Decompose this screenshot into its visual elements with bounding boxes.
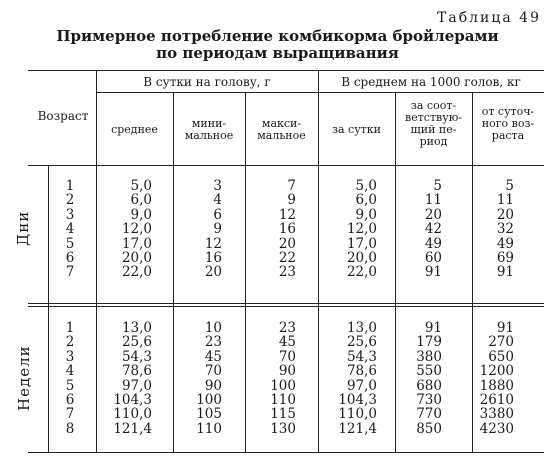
- table-cell: 3: [213, 178, 222, 194]
- table-cell: 20: [496, 206, 514, 223]
- row-number: 7: [65, 264, 75, 281]
- table-cell: 78,6: [121, 363, 152, 380]
- title-line-2: по периодам выращивания: [156, 44, 399, 62]
- table-cell: 6,0: [130, 192, 152, 209]
- vrule-stub: [48, 165, 49, 452]
- table-cell: 17,0: [121, 235, 152, 252]
- table-cell: 110,0: [113, 406, 152, 423]
- table-cell: 22,0: [346, 264, 377, 281]
- table-cell: 10: [204, 320, 222, 336]
- table-cell: 91: [424, 320, 442, 336]
- header-min: мини- мальное: [184, 117, 234, 142]
- table-cell: 9,0: [355, 206, 377, 223]
- table-cell: 70: [278, 348, 296, 365]
- table-cell: 121,4: [338, 420, 377, 437]
- table-cell: 91: [424, 264, 442, 281]
- table-cell: 22: [278, 250, 296, 266]
- header-per-1000: В среднем на 1000 голов, кг: [341, 75, 521, 89]
- table-cell: 23: [278, 264, 296, 281]
- table-cell: 9: [287, 192, 296, 209]
- row-number: 4: [65, 221, 75, 238]
- table-cell: 25,6: [121, 334, 152, 351]
- table-cell: 45: [278, 334, 296, 351]
- table-cell: 91: [496, 264, 514, 281]
- table-cell: 6: [213, 206, 222, 223]
- table-cell: 100: [270, 377, 296, 394]
- table-cell: 20: [278, 235, 296, 252]
- rule-group-separator: [28, 303, 544, 304]
- rule-subhead: [96, 92, 544, 93]
- header-since-day: от суточ- ного воз- раста: [481, 105, 535, 142]
- table-cell: 20,0: [121, 250, 152, 266]
- table-cell: 730: [416, 392, 442, 408]
- table-cell: 20: [204, 264, 222, 281]
- row-number: 2: [65, 334, 75, 351]
- rule-group-separator-2: [28, 306, 544, 307]
- table-cell: 97,0: [121, 377, 152, 394]
- header-per-head: В сутки на голову, г: [143, 75, 271, 89]
- table-cell: 104,3: [113, 392, 152, 408]
- table-cell: 12: [204, 235, 222, 252]
- table-cell: 680: [416, 377, 442, 394]
- table-cell: 4: [213, 192, 222, 209]
- table-cell: 380: [416, 348, 442, 365]
- table-cell: 11: [496, 192, 514, 209]
- table-cell: 850: [416, 420, 442, 437]
- table-cell: 130: [270, 420, 296, 437]
- table-cell: 550: [416, 363, 442, 380]
- table-cell: 110: [196, 420, 222, 437]
- row-number: 3: [65, 206, 75, 223]
- table-cell: 23: [204, 334, 222, 351]
- row-number: 6: [65, 250, 75, 266]
- row-number: 1: [65, 320, 75, 336]
- row-number: 1: [65, 178, 75, 194]
- group-label-weeks: Недели: [15, 345, 33, 411]
- table-cell: 104,3: [338, 392, 377, 408]
- header-age: Возраст: [37, 109, 89, 123]
- rule-top: [28, 70, 544, 71]
- table-cell: 5,0: [355, 178, 377, 194]
- table-title: [0, 28, 555, 62]
- table-cell: 1880: [479, 377, 514, 394]
- table-cell: 25,6: [346, 334, 377, 351]
- table-cell: 770: [416, 406, 442, 423]
- table-cell: 17,0: [346, 235, 377, 252]
- table-cell: 20: [424, 206, 442, 223]
- row-number: 2: [65, 192, 75, 209]
- table-cell: 16: [278, 221, 296, 238]
- header-per-day: за сутки: [332, 123, 381, 136]
- table-cell: 105: [196, 406, 222, 423]
- table-cell: 45: [204, 348, 222, 365]
- table-cell: 12,0: [121, 221, 152, 238]
- rule-bottom: [28, 452, 544, 453]
- table-cell: 3380: [479, 406, 514, 423]
- table-cell: 54,3: [121, 348, 152, 365]
- table-cell: 20,0: [346, 250, 377, 266]
- table-cell: 1200: [479, 363, 514, 380]
- table-cell: 42: [424, 221, 442, 238]
- row-number: 7: [65, 406, 75, 423]
- title-line-1: Примерное потребление комбикорма бройлерами: [56, 27, 499, 45]
- table-cell: 9,0: [130, 206, 152, 223]
- group-label-days: Дни: [14, 210, 32, 246]
- table-cell: 90: [204, 377, 222, 394]
- table-cell: 7: [287, 178, 296, 194]
- table-cell: 78,6: [346, 363, 377, 380]
- table-cell: 179: [416, 334, 442, 351]
- header-avg: среднее: [111, 123, 158, 136]
- table-cell: 69: [496, 250, 514, 266]
- row-number: 3: [65, 348, 75, 365]
- table-cell: 121,4: [113, 420, 152, 437]
- table-cell: 650: [488, 348, 514, 365]
- table-cell: 9: [213, 221, 222, 238]
- table-cell: 90: [278, 363, 296, 380]
- row-number: 5: [65, 235, 75, 252]
- row-number: 5: [65, 377, 75, 394]
- table-cell: 110,0: [338, 406, 377, 423]
- row-number: 4: [65, 363, 75, 380]
- table-cell: 2610: [479, 392, 514, 408]
- table-cell: 11: [424, 192, 442, 209]
- table-cell: 23: [278, 320, 296, 336]
- table-cell: 13,0: [121, 320, 152, 336]
- table-cell: 22,0: [121, 264, 152, 281]
- table-cell: 270: [488, 334, 514, 351]
- row-number: 8: [65, 420, 75, 437]
- row-number: 6: [65, 392, 75, 408]
- table-cell: 5,0: [130, 178, 152, 194]
- table-cell: 32: [496, 221, 514, 238]
- table-cell: 4230: [479, 420, 514, 437]
- table-cell: 12: [278, 206, 296, 223]
- table-cell: 49: [424, 235, 442, 252]
- table-cell: 97,0: [346, 377, 377, 394]
- table-cell: 115: [270, 406, 296, 423]
- table-cell: 12,0: [346, 221, 377, 238]
- table-cell: 6,0: [355, 192, 377, 209]
- table-cell: 100: [196, 392, 222, 408]
- table-cell: 49: [496, 235, 514, 252]
- table-cell: 60: [424, 250, 442, 266]
- table-cell: 54,3: [346, 348, 377, 365]
- table-cell: 5: [505, 178, 514, 194]
- rule-header-bottom: [28, 165, 544, 166]
- header-period: за соот- ветствую- щий пе- риод: [405, 99, 462, 148]
- header-max: макси- мальное: [257, 117, 306, 142]
- table-cell: 16: [204, 250, 222, 266]
- table-cell: 110: [270, 392, 296, 408]
- table-cell: 70: [204, 363, 222, 380]
- table-cell: 13,0: [346, 320, 377, 336]
- table-number: Таблица 49: [437, 10, 541, 26]
- table-cell: 5: [433, 178, 442, 194]
- table-cell: 91: [496, 320, 514, 336]
